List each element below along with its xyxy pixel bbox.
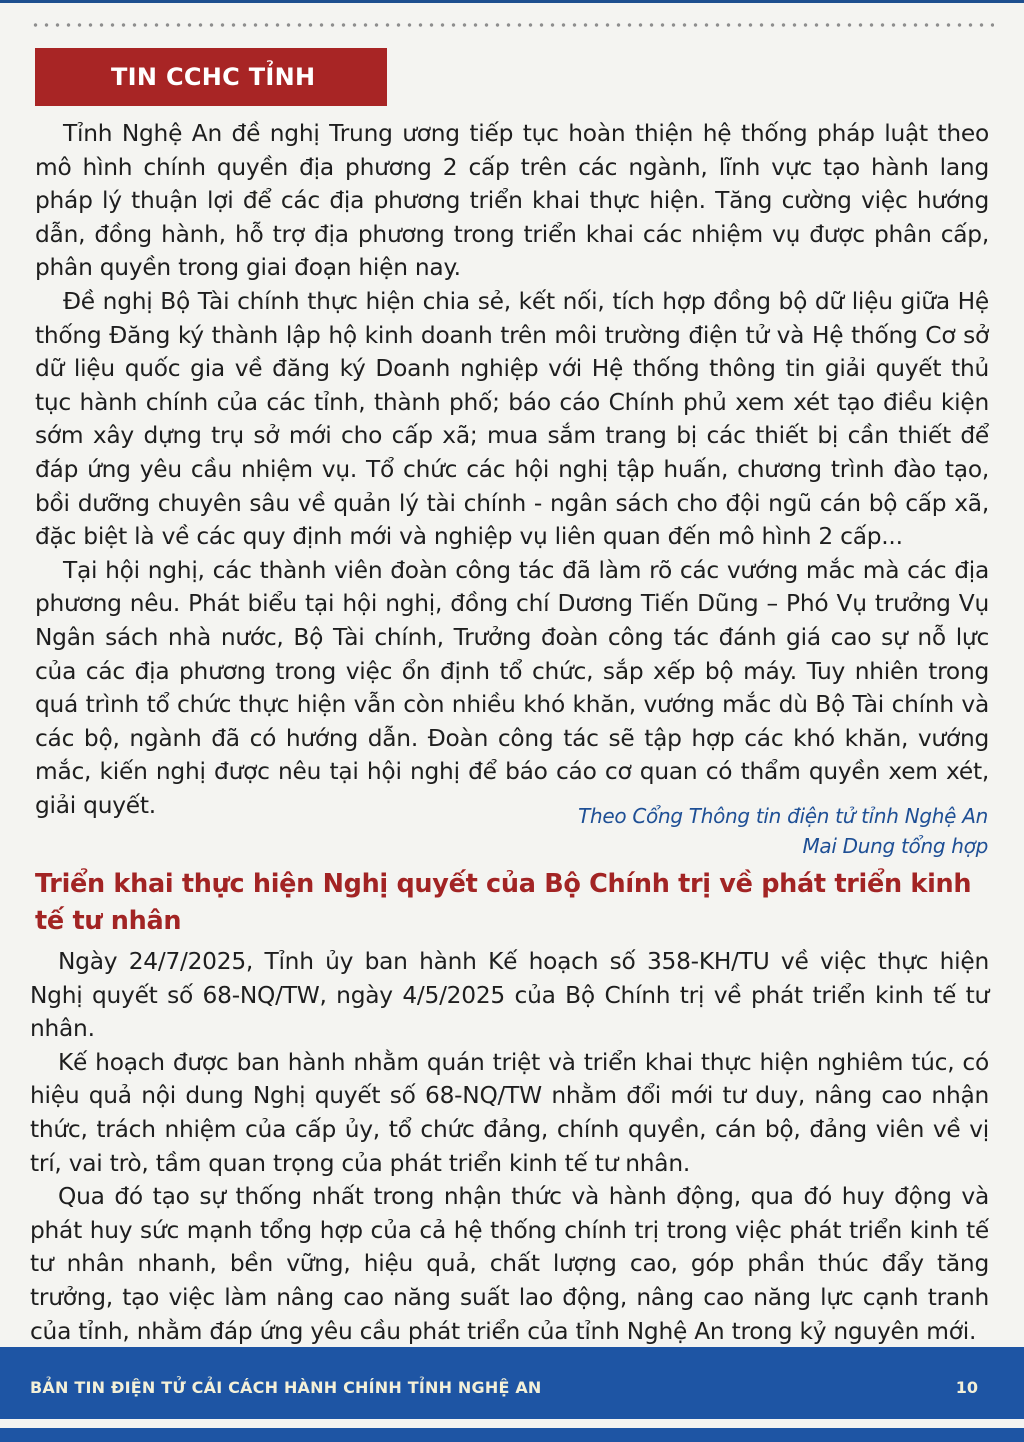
page-number: 10 bbox=[955, 1378, 978, 1397]
article-1-source: Theo Cổng Thông tin điện tử tỉnh Nghệ An bbox=[578, 804, 988, 828]
article-1-paragraph: Tại hội nghị, các thành viên đoàn công tác đã làm rõ các vướng mắc mà các địa phương nêu. Phát biểu tại hội nghị, đồng chí Dương Tiến Dũng – Phó Vụ trưởng Vụ Ngân sách nhà nước, Bộ Tài chính, Trưởng đoàn công tác đánh giá cao sự nỗ lực của các địa phương trong việc ổn định tổ chức, sắp xếp bộ máy. Tuy nhiên trong quá trình tổ chức thực hiện vẫn còn nhiều khó khăn, vướng mắc dù Bộ Tài chính và các bộ, ngành đã có hướng dẫn. Đoàn công tác sẽ tập hợp các khó khăn, vướng mắc, kiến nghị được nêu tại hội nghị để báo cáo cơ quan có thẩm quyền xem xét, giải quyết. bbox=[35, 556, 989, 819]
article-1-paragraph: Tỉnh Nghệ An đề nghị Trung ương tiếp tục hoàn thiện hệ thống pháp luật theo mô hình chính quyền địa phương 2 cấp trên các ngành, lĩnh vực tạo hành lang pháp lý thuận lợi để các địa phương triển khai thực hiện. Tăng cường việc hướng dẫn, đồng hành, hỗ trợ địa phương trong triển khai các nhiệm vụ được phân cấp, phân quyền trong giai đoạn hiện nay. bbox=[35, 120, 989, 282]
article-2-paragraph: Kế hoạch được ban hành nhằm quán triệt và triển khai thực hiện nghiêm túc, có hiệu quả nội dung Nghị quyết số 68-NQ/TW nhằm đổi mới tư duy, nâng cao nhận thức, trách nhiệm của cấp ủy, tổ chức đảng, chính quyền, cán bộ, đảng viên về vị trí, vai trò, tầm quan trọng của phát triển kinh tế tư nhân. bbox=[30, 1048, 989, 1177]
article-2-headline: Triển khai thực hiện Nghị quyết của Bộ Chính trị về phát triển kinh tế tư nhân bbox=[35, 869, 972, 936]
article-1-body bbox=[35, 117, 989, 822]
article-2-paragraph: Qua đó tạo sự thống nhất trong nhận thức và hành động, qua đó huy động và phát huy sức mạnh tổng hợp của cả hệ thống chính trị trong việc phát triển kinh tế tư nhân nhanh, bền vững, hiệu quả, chất lượng cao, góp phần thúc đẩy tăng trưởng, tạo việc làm nâng cao năng suất lao động, nâng cao năng lực cạnh tranh của tỉnh, nhằm đáp ứng yêu cầu phát triển của tỉnh Nghệ An trong kỷ nguyên mới. bbox=[30, 1183, 989, 1345]
article-1-paragraph: Đề nghị Bộ Tài chính thực hiện chia sẻ, kết nối, tích hợp đồng bộ dữ liệu giữa Hệ thống Đăng ký thành lập hộ kinh doanh trên môi trường điện tử và Hệ thống Cơ sở dữ liệu quốc gia về đăng ký Doanh nghiệp với Hệ thống thông tin giải quyết thủ tục hành chính của các tỉnh, thành phố; báo cáo Chính phủ xem xét tạo điều kiện sớm xây dựng trụ sở mới cho cấp xã; mua sắm trang bị các thiết bị cần thiết để đáp ứng yêu cầu nhiệm vụ. Tổ chức các hội nghị tập huấn, chương trình đào tạo, bồi dưỡng chuyên sâu về quản lý tài chính - ngân sách cho đội ngũ cán bộ cấp xã, đặc biệt là về các quy định mới và nghiệp vụ liên quan đến mô hình 2 cấp... bbox=[35, 287, 989, 551]
section-tag: TIN CCHC TỈNH bbox=[35, 48, 387, 106]
article-2-body bbox=[30, 945, 989, 1348]
top-rule bbox=[0, 0, 1024, 3]
dotted-divider bbox=[30, 22, 994, 28]
article-1-compiler: Mai Dung tổng hợp bbox=[802, 834, 988, 858]
article-2-paragraph: Ngày 24/7/2025, Tỉnh ủy ban hành Kế hoạch số 358-KH/TU về việc thực hiện Nghị quyết số 68-NQ/TW, ngày 4/5/2025 của Bộ Chính trị về phát triển kinh tế tư nhân. bbox=[30, 948, 989, 1043]
footer-strip bbox=[0, 1428, 1024, 1442]
footer-title: BẢN TIN ĐIỆN TỬ CẢI CÁCH HÀNH CHÍNH TỈNH NGHỆ AN bbox=[30, 1378, 542, 1397]
footer-bar bbox=[0, 1347, 1024, 1419]
